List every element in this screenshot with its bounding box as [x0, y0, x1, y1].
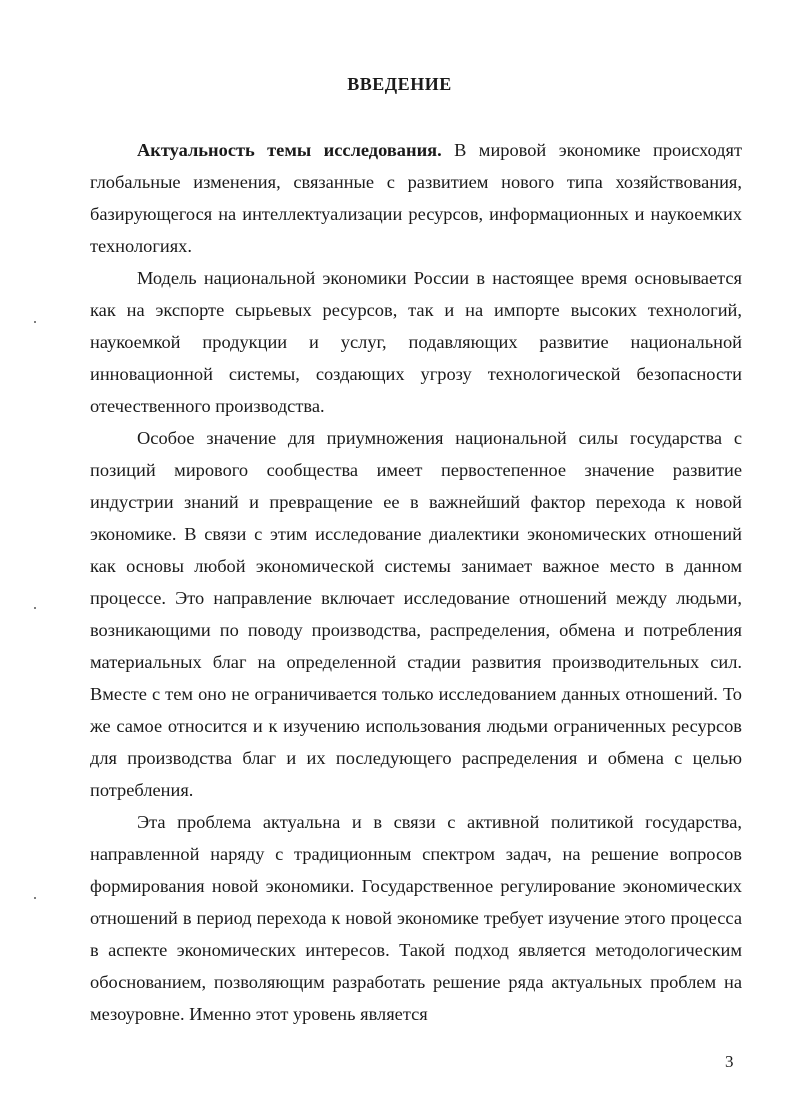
- paragraph-1-lead: Актуальность темы исследования.: [137, 140, 442, 160]
- section-title: ВВЕДЕНИЕ: [347, 74, 452, 94]
- paragraph-1: [90, 134, 742, 262]
- scan-speck: [34, 321, 36, 323]
- scan-speck: [34, 897, 36, 899]
- paragraph-1-text: В мировой экономике происходят глобальные изменения, связанные с развитием нового типа хозяйствования, базирующегося на интеллектуализации ресурсов, информационных и наукоемких технологиях.: [90, 140, 743, 256]
- paragraph-3: Особое значение для приумножения национальной силы государства с позиций мирового сообщества имеет первостепенное значение развитие индустрии знаний и превращение ее в важнейший фактор перехода к новой экономике. В связи с этим исследование диалектики экономических отношений как основы любой экономической системы занимает важное место в данном процессе. Это направление включает исследование отношений между людьми, возникающими по поводу производства, распределения, обмена и потребления материальных благ на определенной стадии развития производительных сил. Вместе с тем оно не ограничивается только исследованием данных отношений. То же самое относится и к изучению использования людьми ограниченных ресурсов для производства благ и их последующего распределения и обмена с целью потребления.: [90, 428, 742, 800]
- scan-speck: [34, 607, 36, 609]
- paragraph-2: Модель национальной экономики России в настоящее время основывается как на экспорте сырьевых ресурсов, так и на импорте высоких технологий, наукоемкой продукции и услуг, подавляющих развитие национальной инновационной системы, создающих угрозу технологической безопасности отечественного производства.: [90, 268, 742, 416]
- paragraph-4: Эта проблема актуальна и в связи с активной политикой государства, направленной наряду с традиционным спектром задач, на решение вопросов формирования новой экономики. Государственное регулирование экономических отношений в период перехода к новой экономике требует изучение этого процесса в аспекте экономических интересов. Такой подход является методологическим обоснованием, позволяющим разработать решение ряда актуальных проблем на мезоуровне. Именно этот уровень является: [90, 812, 742, 1024]
- page-number: 3: [725, 1052, 734, 1071]
- body-text: [90, 134, 742, 1030]
